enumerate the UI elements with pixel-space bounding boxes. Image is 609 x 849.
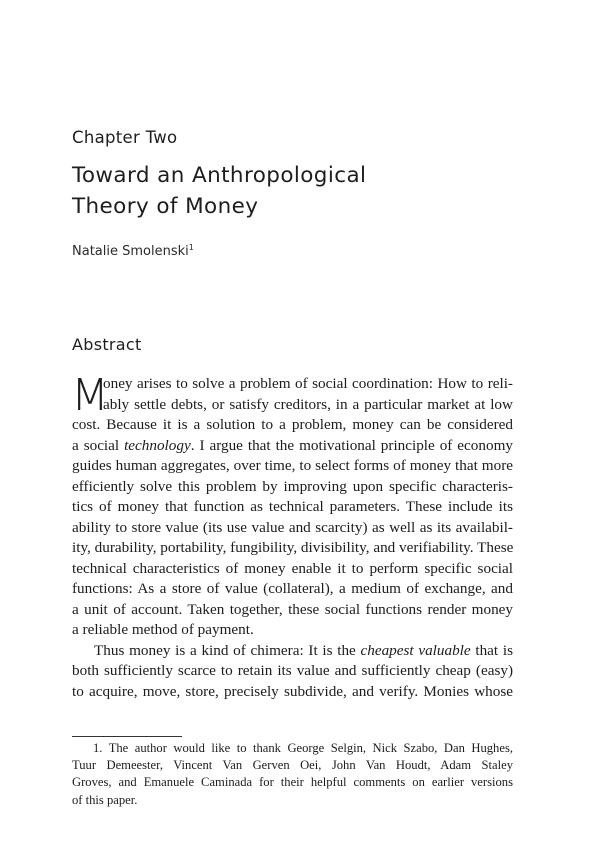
author (72, 243, 194, 259)
footnote-line: of this paper. (72, 792, 138, 807)
para1-line: cost. Because it is a solution to a problem, money can be considered (72, 416, 513, 433)
abstract-body (71, 370, 514, 702)
para1-line: ably settle debts, or satisfy creditors, in a particular market at low (103, 395, 513, 413)
text-run: a social (72, 436, 125, 454)
chapter-title-line-1: Toward an Anthropological (72, 163, 367, 188)
para1-line: a unit of account. Taken together, these social functions render money (72, 600, 513, 618)
para1-line: technical characteristics of money enable it to perform specific social (72, 559, 513, 577)
para1-line: efficiently solve this problem by improving upon specific characteris- (72, 477, 513, 495)
footnote-line: 1. The author would like to thank George Selgin, Nick Szabo, Dan Hughes, (93, 741, 513, 755)
chapter-title (72, 160, 512, 222)
para1-line: ability to store value (its use value and scarcity) as well as its availabil- (72, 518, 513, 536)
para1-line: guides human aggregates, over time, to select forms of money that more (72, 457, 513, 474)
para1-line: ity, durability, portability, fungibility, divisibility, and verifiability. These (72, 539, 514, 556)
para1-line: a reliable method of payment. (72, 621, 254, 638)
text-run: . I argue that the motivational principle of economy (190, 436, 513, 454)
footnote-rule (72, 736, 182, 737)
para1-line: tics of money that function as technical parameters. These include its (72, 498, 513, 515)
para1-line: oney arises to solve a problem of social coordination: How to reli- (103, 375, 513, 392)
para1-line (72, 436, 513, 457)
text-run: that is (470, 641, 513, 659)
author-name: Natalie Smolenski (72, 244, 189, 259)
para2-line: both sufficiently scarce to retain its value and sufficiently cheap (easy) (72, 662, 513, 679)
emphasis-cheapest-valuable: cheapest valuable (360, 641, 471, 659)
drop-cap: M (71, 370, 109, 421)
text-run: Thus money is a kind of chimera: It is the (94, 641, 361, 659)
footnote-line: Tuur Demeester, Vincent Van Gerven Oei, John Van Houdt, Adam Staley (72, 758, 513, 773)
para2-line (72, 641, 513, 662)
emphasis-technology: technology (124, 436, 191, 454)
abstract-heading: Abstract (72, 335, 142, 354)
para2-line: to acquire, move, store, precisely subdivide, and verify. Monies whose (72, 682, 513, 700)
chapter-label: Chapter Two (72, 128, 178, 147)
footnote-marker: 1 (188, 243, 194, 252)
para1-line: functions: As a store of value (collateral), a medium of exchange, and (72, 580, 513, 597)
chapter-title-line-2: Theory of Money (72, 194, 259, 219)
footnote-line: Groves, and Emanuele Caminada for their helpful comments on earlier versions (72, 775, 513, 790)
footnotes (72, 740, 513, 809)
